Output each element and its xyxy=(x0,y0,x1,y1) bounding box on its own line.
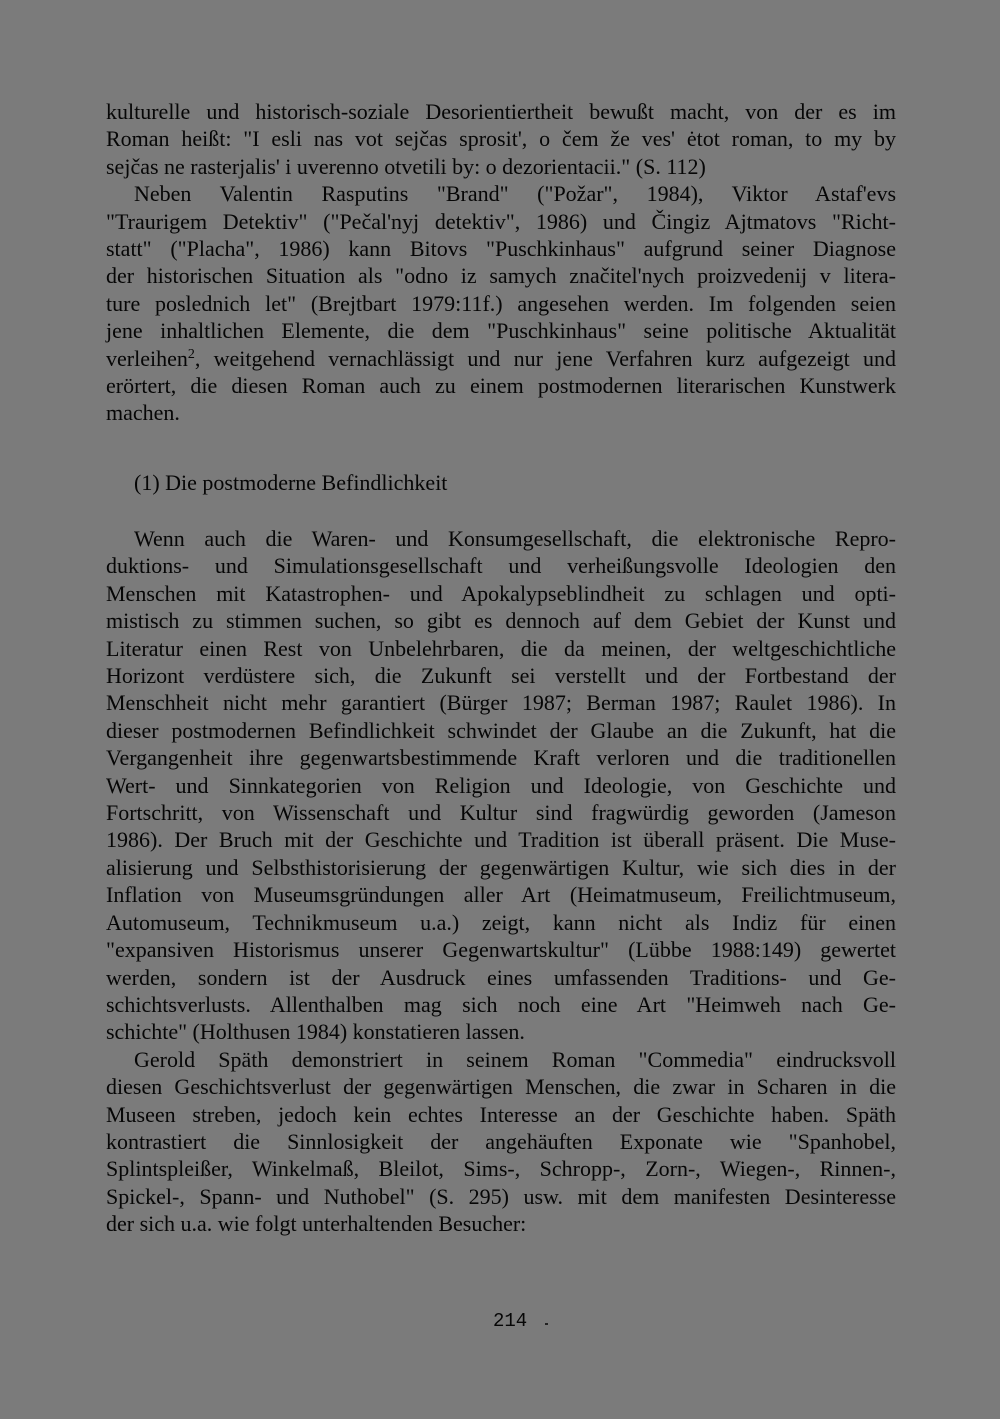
text-line: diesen Geschichtsverlust der gegenwärtigen Menschen, die zwar in Scharen in die xyxy=(106,1074,896,1100)
text-line: ture poslednich let" (Brejtbart 1979:11f.) angesehen werden. Im folgenden seien xyxy=(106,290,896,316)
text-line: 1986). Der Bruch mit der Geschichte und Tradition ist überall präsent. Die Muse- xyxy=(106,827,896,853)
text-line: Automuseum, Technikmuseum u.a.) zeigt, kann nicht als Indiz für einen xyxy=(106,909,896,935)
text-line: dieser postmodernen Befindlichkeit schwindet der Glaube an die Zukunft, hat die xyxy=(106,717,896,743)
text-line: werden, sondern ist der Ausdruck eines umfassenden Traditions- und Ge- xyxy=(106,964,896,990)
text-line: Literatur einen Rest von Unbelehrbaren, die da meinen, der weltgeschichtliche xyxy=(106,635,896,661)
footnote-reference[interactable]: 2 xyxy=(187,346,195,362)
paragraph-rasputin xyxy=(106,180,896,427)
text-line: schichte" (Holthusen 1984) konstatieren lassen. xyxy=(106,1019,525,1045)
paragraph-spaeth xyxy=(106,1046,896,1238)
text-line: Menschheit nicht mehr garantiert (Bürger 1987; Berman 1987; Raulet 1986). In xyxy=(106,690,896,716)
text-line: sejčas ne rasterjalis' i uverenno otvetili by: o dezorientacii." (S. 112) xyxy=(106,153,706,179)
paragraph-postmodern xyxy=(106,525,896,1046)
scan-speck xyxy=(545,1323,548,1325)
page-number: 214 xyxy=(493,1310,528,1332)
section-heading: (1) Die postmoderne Befindlichkeit xyxy=(134,470,448,495)
text-line: Roman heißt: "I esli nas vot sejčas sprosit', o čem že ves' ėtot roman, to my by xyxy=(106,126,896,152)
text-line: statt" ("Placha", 1986) kann Bitovs "Puschkinhaus" aufgrund seiner Diagnose xyxy=(106,236,896,262)
text-line: Horizont verdüstere sich, die Zukunft sei verstellt und der Fortbestand der xyxy=(106,663,896,689)
text-line: Wenn auch die Waren- und Konsumgesellschaft, die elektronische Repro- xyxy=(134,526,896,551)
paragraph-continuation xyxy=(106,98,896,180)
text-line: Vergangenheit ihre gegenwartsbestimmende Kraft verloren und die traditionellen xyxy=(106,745,896,771)
text-line: kontrastiert die Sinnlosigkeit der angehäuften Exponate wie "Spanhobel, xyxy=(106,1128,896,1154)
page-body-section xyxy=(106,525,896,1238)
text-line: der historischen Situation als "odno iz samych značitel'nych proizvedenij v litera- xyxy=(106,263,896,289)
text-line: Wert- und Sinnkategorien von Religion und Ideologie, von Geschichte und xyxy=(106,772,896,798)
text-line: duktions- und Simulationsgesellschaft und verheißungsvolle Ideologien den xyxy=(106,553,896,579)
text-line: kulturelle und historisch-soziale Desorientiertheit bewußt macht, von der es im xyxy=(106,99,896,124)
text-line: Splintspleißer, Winkelmaß, Bleilot, Sims-, Schropp-, Zorn-, Wiegen-, Rinnen-, xyxy=(106,1156,896,1182)
text-line: schichtsverlusts. Allenthalben mag sich noch eine Art "Heimweh nach Ge- xyxy=(106,991,896,1017)
text-fragment: , weitgehend vernachlässigt und nur jene Verfahren kurz aufgezeigt und xyxy=(194,345,896,371)
text-line: der sich u.a. wie folgt unterhaltenden Besucher: xyxy=(106,1211,527,1237)
text-line: Inflation von Museumsgründungen aller Art (Heimatmuseum, Freilichtmuseum, xyxy=(106,882,896,908)
text-line: jene inhaltlichen Elemente, die dem "Puschkinhaus" seine politische Aktualität xyxy=(106,318,896,344)
text-fragment: verleihen xyxy=(106,345,188,371)
text-line: Menschen mit Katastrophen- und Apokalypseblindheit zu schlagen und opti- xyxy=(106,580,896,606)
text-line: mistisch zu stimmen suchen, so gibt es dennoch auf dem Gebiet der Kunst und xyxy=(106,608,896,634)
text-line: Museen streben, jedoch kein echtes Interesse an der Geschichte haben. Späth xyxy=(106,1101,896,1127)
text-line: erörtert, die diesen Roman auch zu einem postmodernen literarischen Kunstwerk xyxy=(106,373,896,399)
text-line: Gerold Späth demonstriert in seinem Roman "Commedia" eindrucksvoll xyxy=(134,1046,896,1072)
text-line: Fortschritt, von Wissenschaft und Kultur sind fragwürdig geworden (Jameson xyxy=(106,800,896,826)
text-line: Neben Valentin Rasputins "Brand" ("Požar", 1984), Viktor Astaf'evs xyxy=(134,181,896,207)
page-body xyxy=(106,98,896,427)
text-line: alisierung und Selbsthistorisierung der gegenwärtigen Kultur, wie sich dies in der xyxy=(106,854,896,880)
text-line: "expansiven Historismus unserer Gegenwartskultur" (Lübbe 1988:149) gewertet xyxy=(106,937,896,963)
text-line: machen. xyxy=(106,400,180,426)
text-line: "Traurigem Detektiv" ("Pečal'nyj detektiv", 1986) und Čingiz Ajtmatovs "Richt- xyxy=(106,208,896,234)
text-line: Spickel-, Spann- und Nuthobel" (S. 295) usw. mit dem manifesten Desinteresse xyxy=(106,1183,896,1209)
text-line-with-footnote xyxy=(106,345,896,372)
